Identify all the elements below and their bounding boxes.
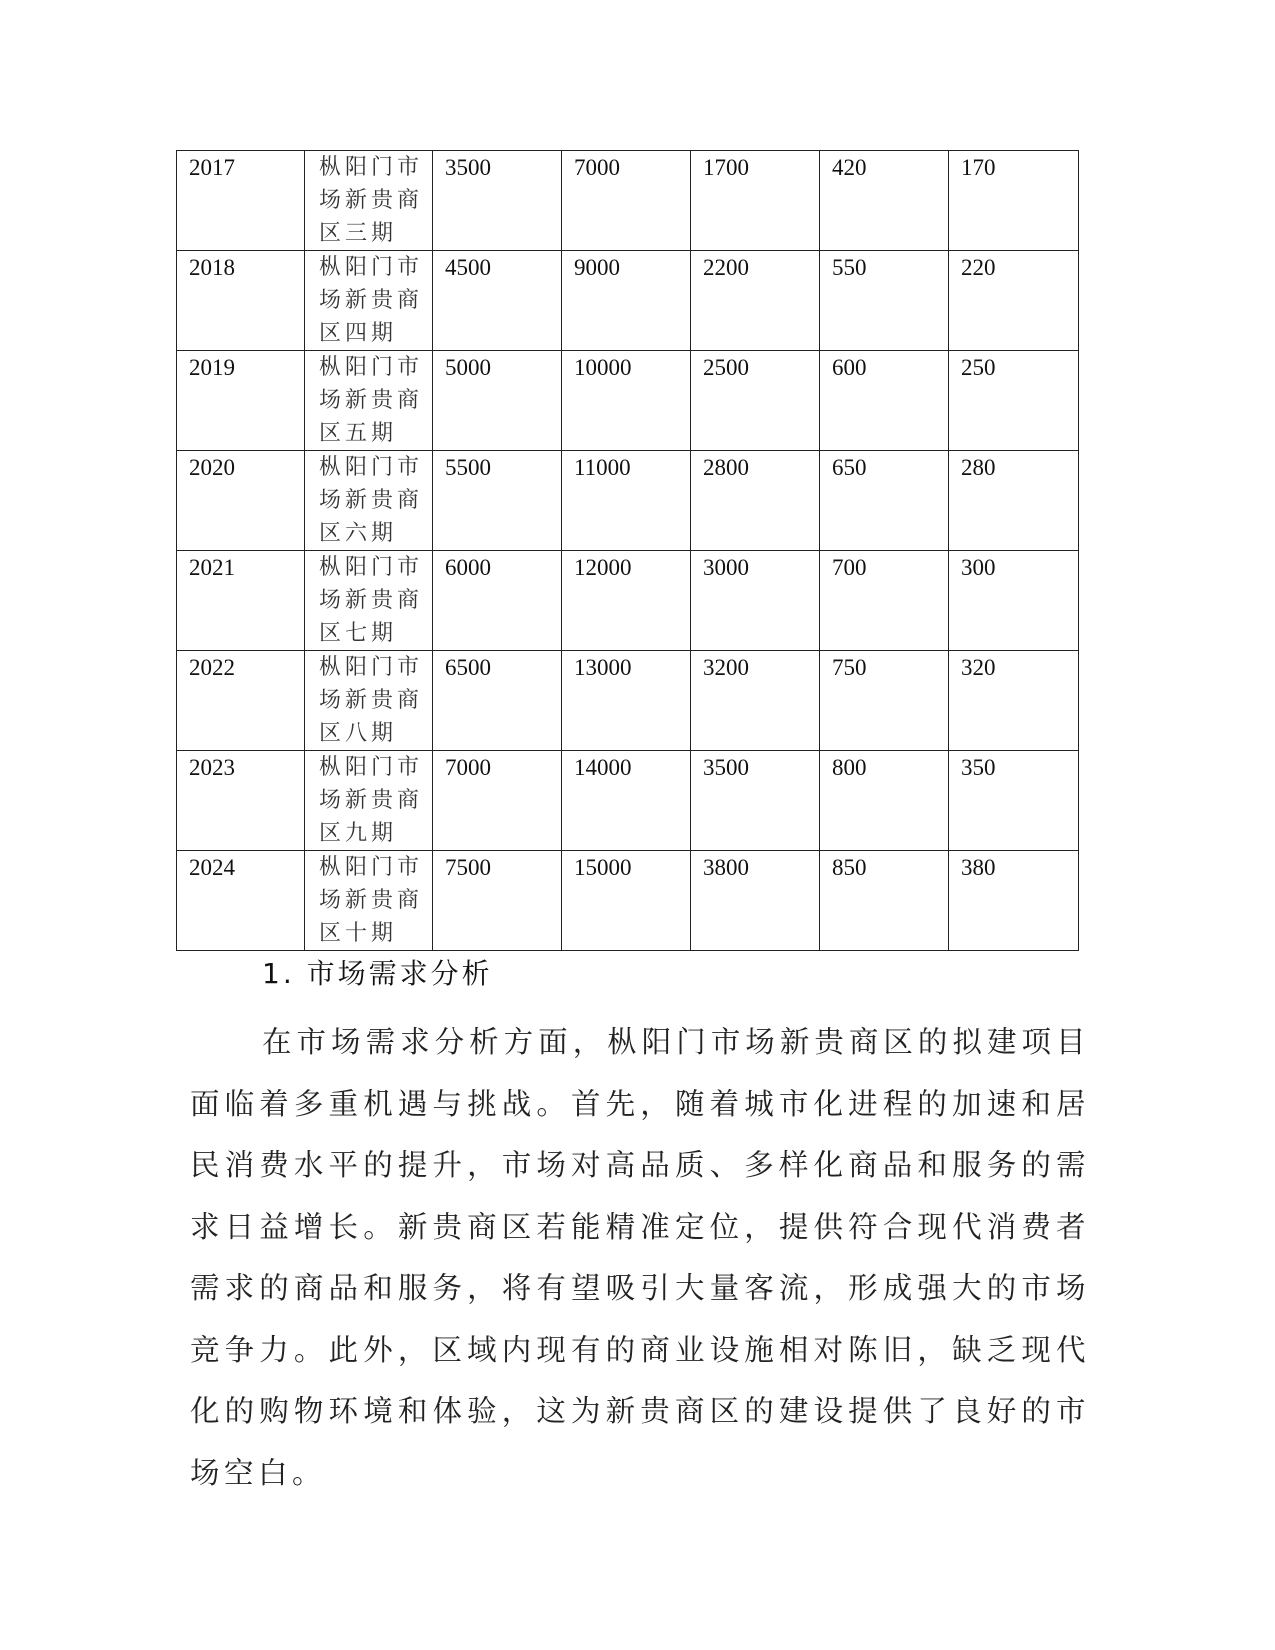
year-cell: 2020 [177, 451, 305, 551]
value-cell-3: 1700 [691, 151, 820, 251]
body-paragraph: 在市场需求分析方面，枞阳门市场新贵商区的拟建项目面临着多重机遇与挑战。首先，随着城市化进程的加速和居民消费水平的提升，市场对高品质、多样化商品和服务的需求日益增长。新贵商区若能精准定位，提供符合现代消费者需求的商品和服务，将有望吸引大量客流，形成强大的市场竞争力。此外，区域内现有的商业设施相对陈旧，缺乏现代化的购物环境和体验，这为新贵商区的建设提供了良好的市场空白。 [190, 1025, 1090, 1490]
project-name-cell: 枞阳门市场新贵商区四期 [305, 251, 433, 351]
table-row [177, 851, 1079, 951]
value-cell-1: 5500 [433, 451, 562, 551]
project-name-cell: 枞阳门市场新贵商区六期 [305, 451, 433, 551]
value-cell-4: 550 [820, 251, 949, 351]
year-cell: 2019 [177, 351, 305, 451]
section-heading: 1. 市场需求分析 [262, 957, 493, 990]
year-cell: 2021 [177, 551, 305, 651]
value-cell-1: 6500 [433, 651, 562, 751]
value-cell-4: 800 [820, 751, 949, 851]
value-cell-4: 850 [820, 851, 949, 951]
value-cell-4: 650 [820, 451, 949, 551]
table-row [177, 651, 1079, 751]
value-cell-5: 280 [949, 451, 1079, 551]
value-cell-5: 320 [949, 651, 1079, 751]
year-cell: 2024 [177, 851, 305, 951]
value-cell-5: 300 [949, 551, 1079, 651]
value-cell-3: 2200 [691, 251, 820, 351]
value-cell-3: 3200 [691, 651, 820, 751]
value-cell-3: 3000 [691, 551, 820, 651]
project-name-cell: 枞阳门市场新贵商区八期 [305, 651, 433, 751]
value-cell-3: 2800 [691, 451, 820, 551]
project-name-cell: 枞阳门市场新贵商区九期 [305, 751, 433, 851]
value-cell-4: 420 [820, 151, 949, 251]
value-cell-2: 12000 [562, 551, 691, 651]
value-cell-2: 13000 [562, 651, 691, 751]
year-cell: 2017 [177, 151, 305, 251]
year-cell: 2023 [177, 751, 305, 851]
value-cell-5: 350 [949, 751, 1079, 851]
value-cell-3: 2500 [691, 351, 820, 451]
value-cell-1: 6000 [433, 551, 562, 651]
value-cell-2: 7000 [562, 151, 691, 251]
project-name-cell: 枞阳门市场新贵商区十期 [305, 851, 433, 951]
value-cell-4: 700 [820, 551, 949, 651]
value-cell-1: 7000 [433, 751, 562, 851]
year-cell: 2018 [177, 251, 305, 351]
year-cell: 2022 [177, 651, 305, 751]
value-cell-4: 600 [820, 351, 949, 451]
value-cell-3: 3800 [691, 851, 820, 951]
value-cell-5: 220 [949, 251, 1079, 351]
value-cell-5: 170 [949, 151, 1079, 251]
value-cell-2: 10000 [562, 351, 691, 451]
table-body [177, 151, 1079, 951]
table-row [177, 351, 1079, 451]
value-cell-2: 14000 [562, 751, 691, 851]
value-cell-3: 3500 [691, 751, 820, 851]
data-table [176, 150, 1079, 951]
project-name-cell: 枞阳门市场新贵商区七期 [305, 551, 433, 651]
value-cell-2: 15000 [562, 851, 691, 951]
value-cell-5: 250 [949, 351, 1079, 451]
value-cell-1: 7500 [433, 851, 562, 951]
table-row [177, 751, 1079, 851]
value-cell-1: 3500 [433, 151, 562, 251]
project-name-cell: 枞阳门市场新贵商区五期 [305, 351, 433, 451]
value-cell-1: 4500 [433, 251, 562, 351]
table-row [177, 151, 1079, 251]
value-cell-1: 5000 [433, 351, 562, 451]
value-cell-2: 9000 [562, 251, 691, 351]
table-row [177, 551, 1079, 651]
value-cell-5: 380 [949, 851, 1079, 951]
table-row [177, 451, 1079, 551]
value-cell-2: 11000 [562, 451, 691, 551]
table-row [177, 251, 1079, 351]
value-cell-4: 750 [820, 651, 949, 751]
project-name-cell: 枞阳门市场新贵商区三期 [305, 151, 433, 251]
